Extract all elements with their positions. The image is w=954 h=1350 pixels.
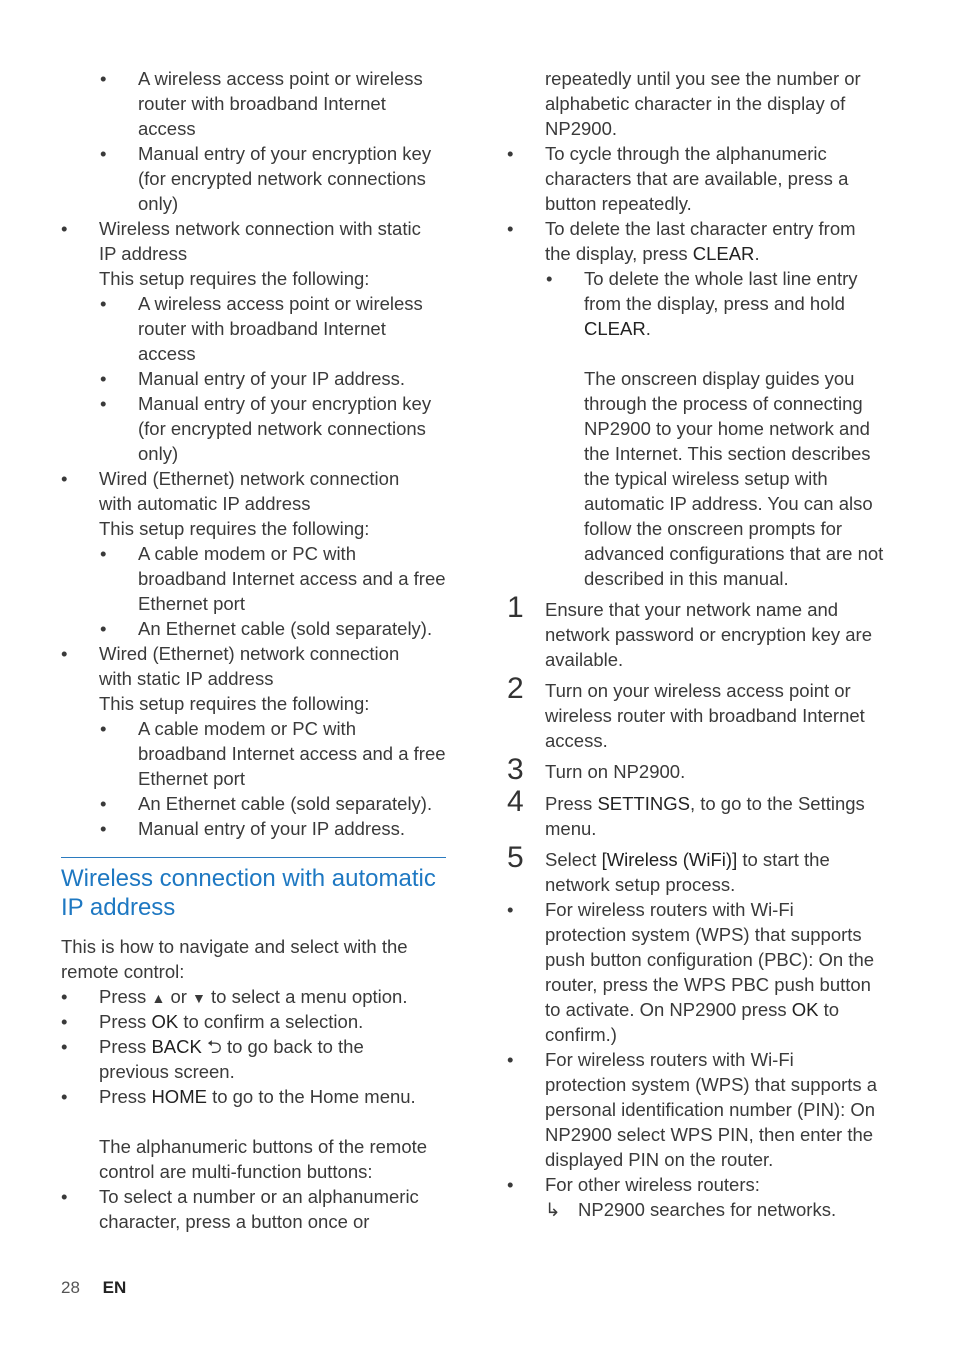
nav-home-text: to go to the Home menu. <box>212 1086 416 1107</box>
guide-line-text: NP2900 to your home network and <box>584 418 870 439</box>
wps-pin-line <box>507 1097 899 1122</box>
nav-item-back <box>61 1034 451 1059</box>
list-item-text: Wired (Ethernet) network connection <box>99 468 400 489</box>
ok-key-label: OK <box>151 1011 179 1032</box>
bullet-icon: • <box>61 1186 68 1207</box>
nav-item-ok <box>61 1009 451 1034</box>
guide-line <box>507 566 899 591</box>
step-2-line: Turn on your wireless access point or <box>545 680 851 701</box>
guide-line <box>507 366 899 391</box>
step-2-line: access. <box>545 730 608 751</box>
step-3 <box>507 753 899 786</box>
list-item-text: access <box>138 343 196 364</box>
delete-line-1 <box>507 216 899 241</box>
list-item-text: Manual entry of your IP address. <box>138 368 406 389</box>
wps-pbc-line <box>507 897 899 922</box>
list-item-text: Wired (Ethernet) network connection <box>99 643 400 664</box>
list-item <box>61 466 451 491</box>
bullet-icon: • <box>61 986 68 1007</box>
guide-line-text: through the process of connecting <box>584 393 863 414</box>
list-item-text: with static IP address <box>99 668 274 689</box>
nav-press-text: Press <box>99 1086 147 1107</box>
settings-key-label: SETTINGS <box>597 793 690 814</box>
nav-select-text: to select a menu option. <box>211 986 408 1007</box>
cycle-text-1: To cycle through the alphanumeric <box>545 143 827 164</box>
wps-pin-line-text: displayed PIN on the router. <box>545 1149 774 1170</box>
list-item-text: A wireless access point or wireless <box>138 293 423 314</box>
list-item-text: Manual entry of your encryption key <box>138 393 432 414</box>
list-item-text: An Ethernet cable (sold separately). <box>138 618 433 639</box>
spacer <box>61 1109 451 1134</box>
nav-item-home <box>61 1084 451 1109</box>
list-item <box>61 566 451 591</box>
wps-pin-line-text: NP2900 select WPS PIN, then enter the <box>545 1124 874 1145</box>
list-item-text: IP address <box>99 243 188 264</box>
bullet-icon: • <box>61 1036 68 1057</box>
wps-pbc-line <box>507 947 899 972</box>
list-item-text: A cable modem or PC with <box>138 718 356 739</box>
list-item-text: A cable modem or PC with <box>138 543 356 564</box>
home-key-label: HOME <box>151 1086 207 1107</box>
nav-or-text: or <box>170 986 187 1007</box>
wps-pbc-line <box>507 972 899 997</box>
list-item <box>61 316 451 341</box>
list-item <box>61 716 451 741</box>
step-5-line-2: network setup process. <box>545 874 736 895</box>
list-item <box>61 641 451 666</box>
list-note-text: This setup requires the following: <box>99 268 370 289</box>
bullet-icon: • <box>546 268 553 289</box>
list-item-text: access <box>138 118 196 139</box>
step-1-line: Ensure that your network name and <box>545 599 839 620</box>
bullet-icon: • <box>100 818 107 839</box>
list-note-text: This setup requires the following: <box>99 518 370 539</box>
step-number: 2 <box>507 672 524 705</box>
requirements-list <box>61 66 451 841</box>
step-4-text-b: , to go to the Settings <box>689 793 865 814</box>
bullet-icon: • <box>100 143 107 164</box>
wps-pbc-line <box>507 922 899 947</box>
list-item-text: router with broadband Internet <box>138 318 386 339</box>
bullet-icon: • <box>507 143 514 164</box>
bullet-icon: • <box>507 1049 514 1070</box>
wps-pin-line <box>507 1147 899 1172</box>
wps-pbc-text-5: to activate. On NP2900 press <box>545 999 787 1020</box>
step-2 <box>507 672 899 753</box>
select-num-line-1 <box>61 1184 451 1209</box>
guide-line <box>507 466 899 491</box>
bullet-icon: • <box>61 1086 68 1107</box>
cycle-line-1 <box>507 141 899 166</box>
result-arrow-icon: ↳ <box>545 1199 561 1220</box>
guide-line-text: advanced configurations that are not <box>584 543 884 564</box>
section-heading <box>61 864 451 922</box>
step-4-text-a: Press <box>545 793 593 814</box>
select-num-line-2: character, press a button once or <box>99 1211 370 1232</box>
wps-pbc-line-text: protection system (WPS) that supports <box>545 924 862 945</box>
list-item-text: with automatic IP address <box>99 493 311 514</box>
list-item <box>61 341 451 366</box>
bullet-icon: • <box>507 218 514 239</box>
list-item-text: Ethernet port <box>138 593 245 614</box>
up-triangle-icon: ▲ <box>151 990 166 1006</box>
step-4-line-1 <box>545 791 899 816</box>
delete-whole-line-2: from the display, press and hold <box>584 293 845 314</box>
guide-line <box>507 391 899 416</box>
nav-item-back-cont: previous screen. <box>99 1061 235 1082</box>
clear-key-label: CLEAR <box>584 318 646 339</box>
back-arrow-icon: ⮌ <box>206 1036 222 1057</box>
list-item-text: broadband Internet access and a free <box>138 568 446 589</box>
other-routers-text: For other wireless routers: <box>545 1174 760 1195</box>
wps-pin-line <box>507 1122 899 1147</box>
wps-pin-line-text: personal identification number (PIN): On <box>545 1099 876 1120</box>
wps-pbc-text-5b: to <box>823 999 840 1020</box>
guide-line <box>507 416 899 441</box>
guide-line-text: the typical wireless setup with <box>584 468 828 489</box>
guide-line-text: described in this manual. <box>584 568 789 589</box>
list-item-text: (for encrypted network connections <box>138 168 426 189</box>
step-number: 3 <box>507 753 524 786</box>
other-routers-line <box>507 1172 899 1197</box>
list-item <box>61 666 451 691</box>
result-line <box>507 1197 899 1222</box>
step-1-line: network password or encryption key are <box>545 624 872 645</box>
nav-item-arrows <box>61 984 451 1009</box>
list-item <box>61 766 451 791</box>
list-item <box>61 616 451 641</box>
list-item <box>61 441 451 466</box>
list-item <box>61 491 451 516</box>
section-heading-line-2: IP address <box>61 894 176 921</box>
bullet-icon: • <box>507 899 514 920</box>
list-note-text: This setup requires the following: <box>99 693 370 714</box>
wps-pin-item <box>507 1047 899 1172</box>
page-footer <box>61 1278 126 1298</box>
step-3-line: Turn on NP2900. <box>545 761 686 782</box>
step-1 <box>507 591 899 672</box>
bullet-icon: • <box>61 643 68 664</box>
guide-line-text: follow the onscreen prompts for <box>584 518 843 539</box>
step-5 <box>507 841 899 897</box>
delete-line-2 <box>507 241 899 266</box>
list-item <box>61 166 451 191</box>
list-item-text: A wireless access point or wireless <box>138 68 423 89</box>
cont-line-1: repeatedly until you see the number or <box>545 68 861 89</box>
delete-whole-line-3 <box>507 316 899 341</box>
list-item <box>61 91 451 116</box>
onscreen-guide-paragraph <box>507 366 899 591</box>
list-item <box>61 66 451 91</box>
list-item <box>61 241 451 266</box>
guide-line <box>507 516 899 541</box>
list-item <box>61 116 451 141</box>
bullet-icon: • <box>61 1011 68 1032</box>
list-item-text: router with broadband Internet <box>138 93 386 114</box>
step-4 <box>507 785 899 841</box>
wps-pbc-line-5 <box>507 997 899 1022</box>
list-item-text: Manual entry of your IP address. <box>138 818 406 839</box>
list-item-text: (for encrypted network connections <box>138 418 426 439</box>
list-item-text: Wireless network connection with static <box>99 218 421 239</box>
nav-back-text: to go back to the <box>226 1036 364 1057</box>
step-1-line: available. <box>545 649 624 670</box>
wps-pin-line <box>507 1072 899 1097</box>
right-column <box>507 66 899 1222</box>
list-item <box>61 291 451 316</box>
bullet-icon: • <box>100 543 107 564</box>
step-5-line-1 <box>545 847 899 872</box>
language-code: EN <box>102 1278 127 1297</box>
wps-pbc-line-6: confirm.) <box>545 1024 617 1045</box>
wireless-wifi-option-label: [Wireless (WiFi)] <box>601 849 738 870</box>
guide-line-text: automatic IP address. You can also <box>584 493 873 514</box>
bullet-icon: • <box>100 68 107 89</box>
guide-line-text: The onscreen display guides you <box>584 368 855 389</box>
bullet-icon: • <box>100 718 107 739</box>
list-item-text: only) <box>138 443 179 464</box>
list-item-text: only) <box>138 193 179 214</box>
wps-pin-line <box>507 1047 899 1072</box>
bullet-icon: • <box>100 368 107 389</box>
bullet-icon: • <box>61 218 68 239</box>
list-item-text: An Ethernet cable (sold separately). <box>138 793 433 814</box>
wps-pin-line-text: For wireless routers with Wi-Fi <box>545 1049 794 1070</box>
wps-pin-line-text: protection system (WPS) that supports a <box>545 1074 878 1095</box>
wps-pbc-item <box>507 897 899 997</box>
bullet-icon: • <box>100 793 107 814</box>
guide-line <box>507 541 899 566</box>
bullet-icon: • <box>100 393 107 414</box>
nav-confirm-text: to confirm a selection. <box>183 1011 364 1032</box>
list-item <box>61 591 451 616</box>
list-item-text: broadband Internet access and a free <box>138 743 446 764</box>
step-number: 1 <box>507 591 524 624</box>
intro-line-2: remote control: <box>61 961 185 982</box>
section-rule <box>61 857 446 858</box>
step-number: 4 <box>507 785 524 818</box>
down-triangle-icon: ▼ <box>192 990 206 1006</box>
result-text: NP2900 searches for networks. <box>578 1199 837 1220</box>
guide-line <box>507 441 899 466</box>
wps-pbc-line-text: push button configuration (PBC): On the <box>545 949 875 970</box>
alnum-line-2: control are multi-function buttons: <box>99 1161 373 1182</box>
list-item <box>61 391 451 416</box>
bullet-icon: • <box>100 293 107 314</box>
list-item <box>61 366 451 391</box>
ok-key-label: OK <box>791 999 819 1020</box>
list-item <box>61 191 451 216</box>
bullet-icon: • <box>100 618 107 639</box>
delete-text-1: To delete the last character entry from <box>545 218 856 239</box>
period: . <box>754 243 760 264</box>
cont-line-3: NP2900. <box>545 118 617 139</box>
section-heading-line-1: Wireless connection with automatic <box>61 865 436 892</box>
list-item-text: Ethernet port <box>138 768 245 789</box>
delete-text-2: the display, press <box>545 243 688 264</box>
list-item <box>61 791 451 816</box>
back-key-label: BACK <box>151 1036 202 1057</box>
guide-line-text: the Internet. This section describes <box>584 443 871 464</box>
intro-line-1: This is how to navigate and select with the <box>61 936 408 957</box>
list-item-text: Manual entry of your encryption key <box>138 143 432 164</box>
bullet-icon: • <box>61 468 68 489</box>
bullet-icon: • <box>507 1174 514 1195</box>
delete-whole-text-1: To delete the whole last line entry <box>584 268 858 289</box>
step-5-text-a: Select <box>545 849 597 870</box>
cycle-line-2: characters that are available, press a <box>545 168 849 189</box>
cont-line-2: alphabetic character in the display of <box>545 93 846 114</box>
wps-pbc-line-text: router, press the WPS PBC push button <box>545 974 871 995</box>
select-num-text-1: To select a number or an alphanumeric <box>99 1186 419 1207</box>
list-note <box>61 266 451 291</box>
wps-pbc-line-text: For wireless routers with Wi-Fi <box>545 899 794 920</box>
guide-line <box>507 491 899 516</box>
list-note <box>61 516 451 541</box>
nav-press-text: Press <box>99 986 147 1007</box>
list-item <box>61 541 451 566</box>
left-column <box>61 66 451 1234</box>
spacer <box>507 341 899 366</box>
step-number: 5 <box>507 841 524 874</box>
list-item <box>61 141 451 166</box>
alnum-line-1: The alphanumeric buttons of the remote <box>99 1136 428 1157</box>
page-number: 28 <box>61 1278 80 1297</box>
period: . <box>645 318 651 339</box>
steps-list <box>507 591 899 786</box>
clear-key-label: CLEAR <box>692 243 755 264</box>
list-item <box>61 216 451 241</box>
cycle-line-3: button repeatedly. <box>545 193 692 214</box>
list-item <box>61 816 451 841</box>
list-item <box>61 741 451 766</box>
step-2-line: wireless router with broadband Internet <box>545 705 865 726</box>
step-4-line-2: menu. <box>545 818 597 839</box>
list-note <box>61 691 451 716</box>
step-5-text-b: to start the <box>742 849 830 870</box>
delete-whole-line-1 <box>507 266 899 291</box>
list-item <box>61 416 451 441</box>
nav-press-text: Press <box>99 1036 147 1057</box>
nav-press-text: Press <box>99 1011 147 1032</box>
